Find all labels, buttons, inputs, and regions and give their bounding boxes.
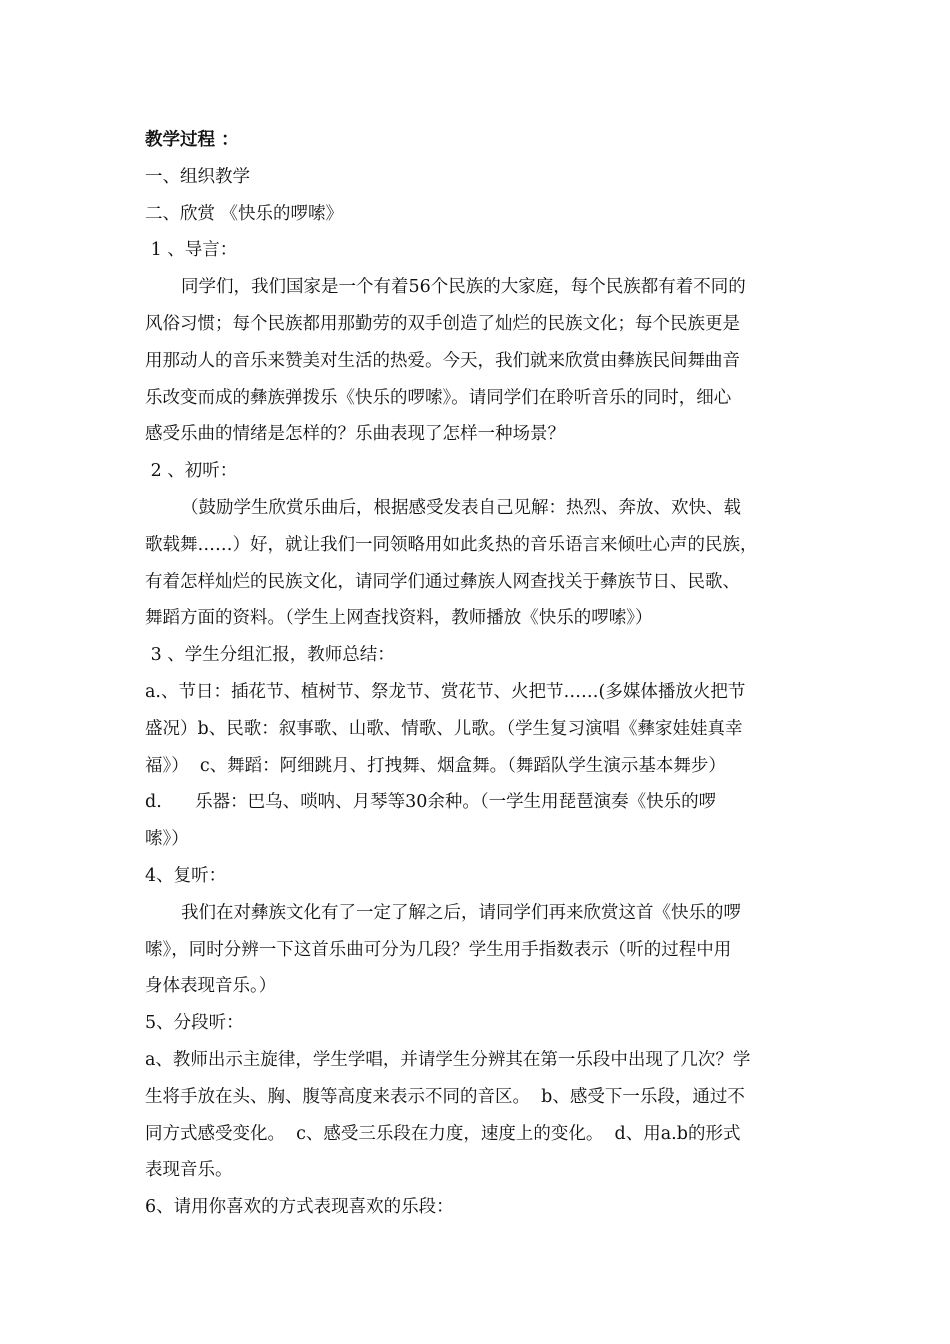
paragraph-line: 歌载舞……）好，就让我们一同领略用如此炙热的音乐语言来倾吐心声的民族， (145, 534, 758, 555)
paragraph-line: 生将手放在头、胸、腹等高度来表示不同的音区。 b、感受下一乐段，通过不 (145, 1086, 745, 1107)
document-page (145, 122, 815, 1226)
paragraph-line: （鼓励学生欣赏乐曲后，根据感受发表自己见解：热烈、奔放、欢快、载 (181, 497, 741, 518)
paragraph-line: 盛况）b、民歌：叙事歌、山歌、情歌、儿歌。（学生复习演唱《彝家娃娃真幸 (145, 718, 743, 739)
step-heading-report: 3 、学生分组汇报，教师总结： (145, 645, 395, 666)
paragraph-line: 感受乐曲的情绪是怎样的？乐曲表现了怎样一种场景？ (145, 424, 565, 445)
outline-item-2: 二、欣赏 《快乐的啰嗦》 (145, 203, 344, 224)
paragraph-line: 同学们，我们国家是一个有着56个民族的大家庭，每个民族都有着不同的 (181, 277, 746, 298)
outline-item-1: 一、组织教学 (145, 166, 250, 187)
step-heading-first-listen: 2 、初听： (145, 461, 238, 482)
paragraph-line: a.、节日：插花节、植树节、祭龙节、赏花节、火把节……(多媒体播放火把节 (145, 681, 746, 702)
step-heading-relisten: 4、复听： (145, 865, 227, 886)
paragraph-line: 舞蹈方面的资料。（学生上网查找资料，教师播放《快乐的啰嗦》） (145, 608, 653, 629)
paragraph-line: 嗦》） (145, 829, 189, 850)
paragraph-line: 身体表现音乐。） (145, 976, 277, 997)
step-heading-express: 6、请用你喜欢的方式表现喜欢的乐段： (145, 1197, 454, 1218)
paragraph-line: 福》） c、舞蹈：阿细跳月、打拽舞、烟盒舞。（舞蹈队学生演示基本舞步） (145, 755, 726, 776)
paragraph-line: a、教师出示主旋律，学生学唱，并请学生分辨其在第一乐段中出现了几次？学 (145, 1049, 751, 1070)
step-heading-section-listen: 5、分段听： (145, 1013, 244, 1034)
paragraph-line: 我们在对彝族文化有了一定了解之后，请同学们再来欣赏这首《快乐的啰 (181, 902, 741, 923)
section-title: 教学过程 ： (145, 130, 239, 150)
paragraph-line: 乐改变而成的彝族弹拨乐《快乐的啰嗦》。请同学们在聆听音乐的同时，细心 (145, 387, 732, 408)
paragraph-line: 嗦》，同时分辨一下这首乐曲可分为几段？学生用手指数表示（听的过程中用 (145, 939, 732, 960)
paragraph-line: d. 乐器：巴乌、唢呐、月琴等30余种。（一学生用琵琶演奏《快乐的啰 (145, 792, 717, 813)
paragraph-line: 有着怎样灿烂的民族文化，请同学们通过彝族人网查找关于彝族节日、民歌、 (145, 571, 740, 592)
paragraph-line: 用那动人的音乐来赞美对生活的热爱。今天，我们就来欣赏由彝族民间舞曲音 (145, 350, 740, 371)
step-heading-intro: 1 、导言： (145, 240, 238, 261)
paragraph-line: 风俗习惯；每个民族都用那勤劳的双手创造了灿烂的民族文化；每个民族更是 (145, 313, 740, 334)
paragraph-line: 表现音乐。 (145, 1160, 233, 1181)
paragraph-line: 同方式感受变化。 c、感受三乐段在力度，速度上的变化。 d、用a.b的形式 (145, 1123, 741, 1144)
